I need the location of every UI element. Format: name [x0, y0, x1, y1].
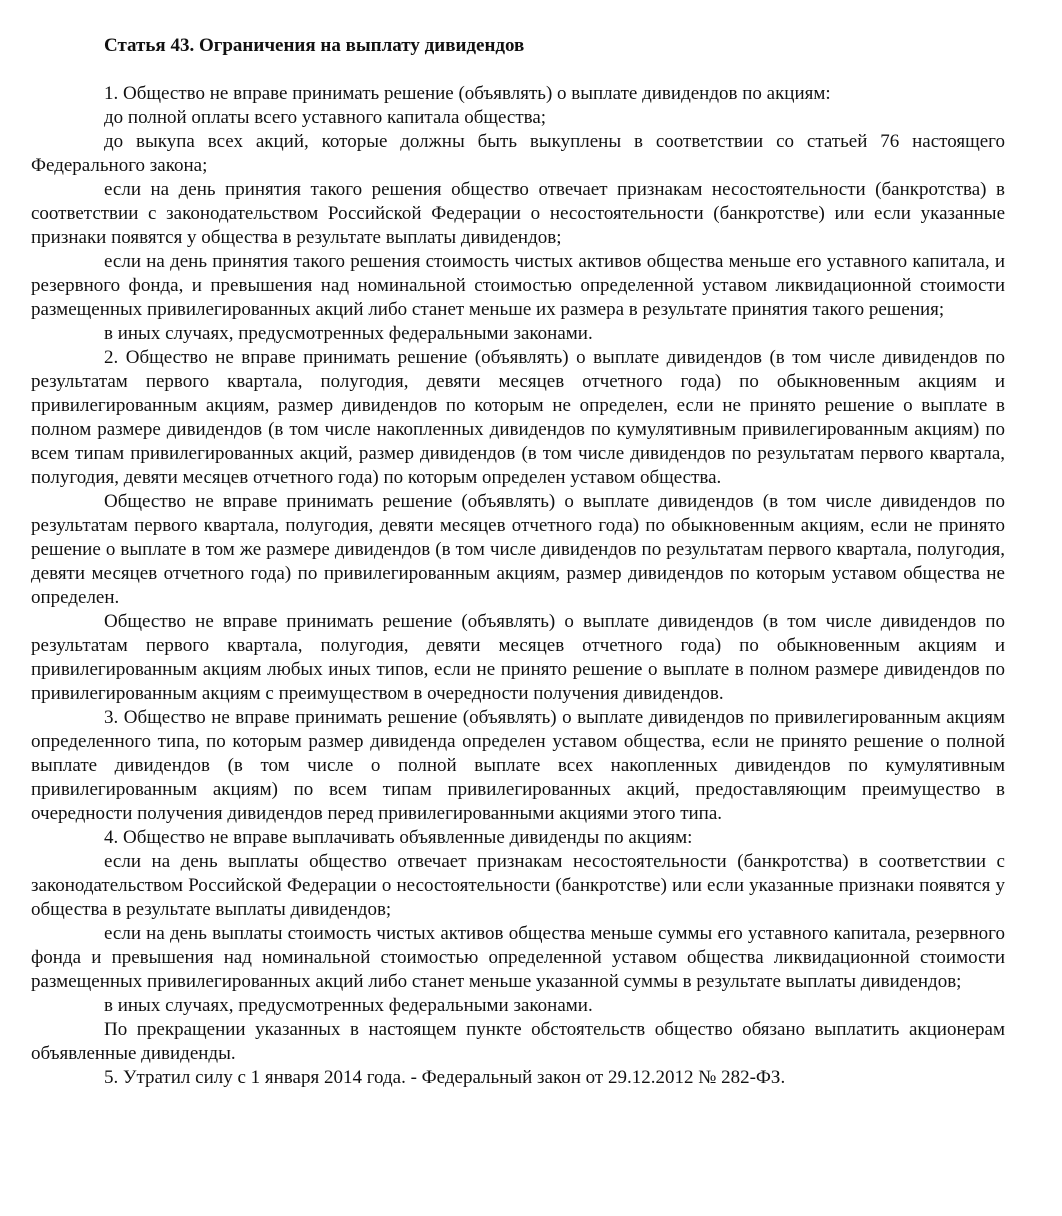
paragraph: в иных случаях, предусмотренных федеральными законами. — [104, 995, 593, 1016]
title-spacer — [31, 58, 1005, 82]
paragraph: до выкупа всех акций, которые должны быть выкуплены в соответствии со статьей 76 настоящего Федерального закона; — [31, 131, 1005, 176]
paragraph: если на день выплаты общество отвечает признакам несостоятельности (банкротства) в соответствии с законодательством Российской Федерации о несостоятельности (банкротстве) или если указанные признаки появятся у общества в результате выплаты дивидендов; — [31, 851, 1005, 920]
paragraph: 5. Утратил силу с 1 января 2014 года. - Федеральный закон от 29.12.2012 № 282-ФЗ. — [104, 1067, 786, 1088]
paragraph: 3. Общество не вправе принимать решение (объявлять) о выплате дивидендов по привилегированным акциям определенного типа, по которым размер дивиденда определен уставом общества, если не принято решение о полной выплате дивидендов (в том числе о полной выплате всех накопленных дивидендов по кумулятивным привилегированным акциям) по всем типам привилегированных акций, предоставляющим преимущество в очередности получения дивидендов перед привилегированными акциями этого типа. — [31, 707, 1005, 824]
paragraph: если на день принятия такого решения стоимость чистых активов общества меньше его уставного капитала, и резервного фонда, и превышения над номинальной стоимостью определенной уставом ликвидационной стоимости размещенных привилегированных акций либо станет меньше их размера в результате принятия такого решения; — [31, 251, 1005, 320]
article-title: Статья 43. Ограничения на выплату дивидендов — [104, 35, 525, 56]
paragraph: Общество не вправе принимать решение (объявлять) о выплате дивидендов (в том числе дивидендов по результатам первого квартала, полугодия, девяти месяцев отчетного года) по обыкновенным акциям и привилегированным акциям любых иных типов, если не принято решение о выплате в полном размере дивидендов по привилегированным акциям с преимуществом в очередности получения дивидендов. — [31, 611, 1005, 704]
paragraph: По прекращении указанных в настоящем пункте обстоятельств общество обязано выплатить акционерам объявленные дивиденды. — [31, 1019, 1005, 1064]
paragraph: 4. Общество не вправе выплачивать объявленные дивиденды по акциям: — [104, 827, 693, 848]
paragraph: 2. Общество не вправе принимать решение (объявлять) о выплате дивидендов (в том числе дивидендов по результатам первого квартала, полугодия, девяти месяцев отчетного года) по обыкновенным акциям и привилегированным акциям, размер дивидендов по которым не определен, если не принято решение о выплате в полном размере дивидендов (в том числе накопленных дивидендов по кумулятивным привилегированным акциям) по всем типам привилегированных акций, размер дивидендов (в том числе дивидендов по результатам первого квартала, полугодия, девяти месяцев отчетного года) по которым определен уставом общества. — [31, 347, 1005, 488]
document-body — [31, 34, 1005, 1090]
paragraph: Общество не вправе принимать решение (объявлять) о выплате дивидендов (в том числе дивидендов по результатам первого квартала, полугодия, девяти месяцев отчетного года) по обыкновенным акциям, если не принято решение о выплате в том же размере дивидендов (в том числе дивидендов по результатам первого квартала, полугодия, девяти месяцев отчетного года) по привилегированным акциям, размер дивидендов по которым уставом общества не определен. — [31, 491, 1005, 608]
paragraph: 1. Общество не вправе принимать решение (объявлять) о выплате дивидендов по акциям: — [104, 83, 831, 104]
paragraph: если на день выплаты стоимость чистых активов общества меньше суммы его уставного капитала, резервного фонда и превышения над номинальной стоимостью определенной уставом общества ликвидационной стоимости размещенных привилегированных акций либо станет меньше указанной суммы в результате выплаты дивидендов; — [31, 923, 1005, 992]
paragraph: в иных случаях, предусмотренных федеральными законами. — [104, 323, 593, 344]
paragraph: если на день принятия такого решения общество отвечает признакам несостоятельности (банкротства) в соответствии с законодательством Российской Федерации о несостоятельности (банкротстве) или если указанные признаки появятся у общества в результате выплаты дивидендов; — [31, 179, 1005, 248]
paragraph: до полной оплаты всего уставного капитала общества; — [104, 107, 547, 128]
